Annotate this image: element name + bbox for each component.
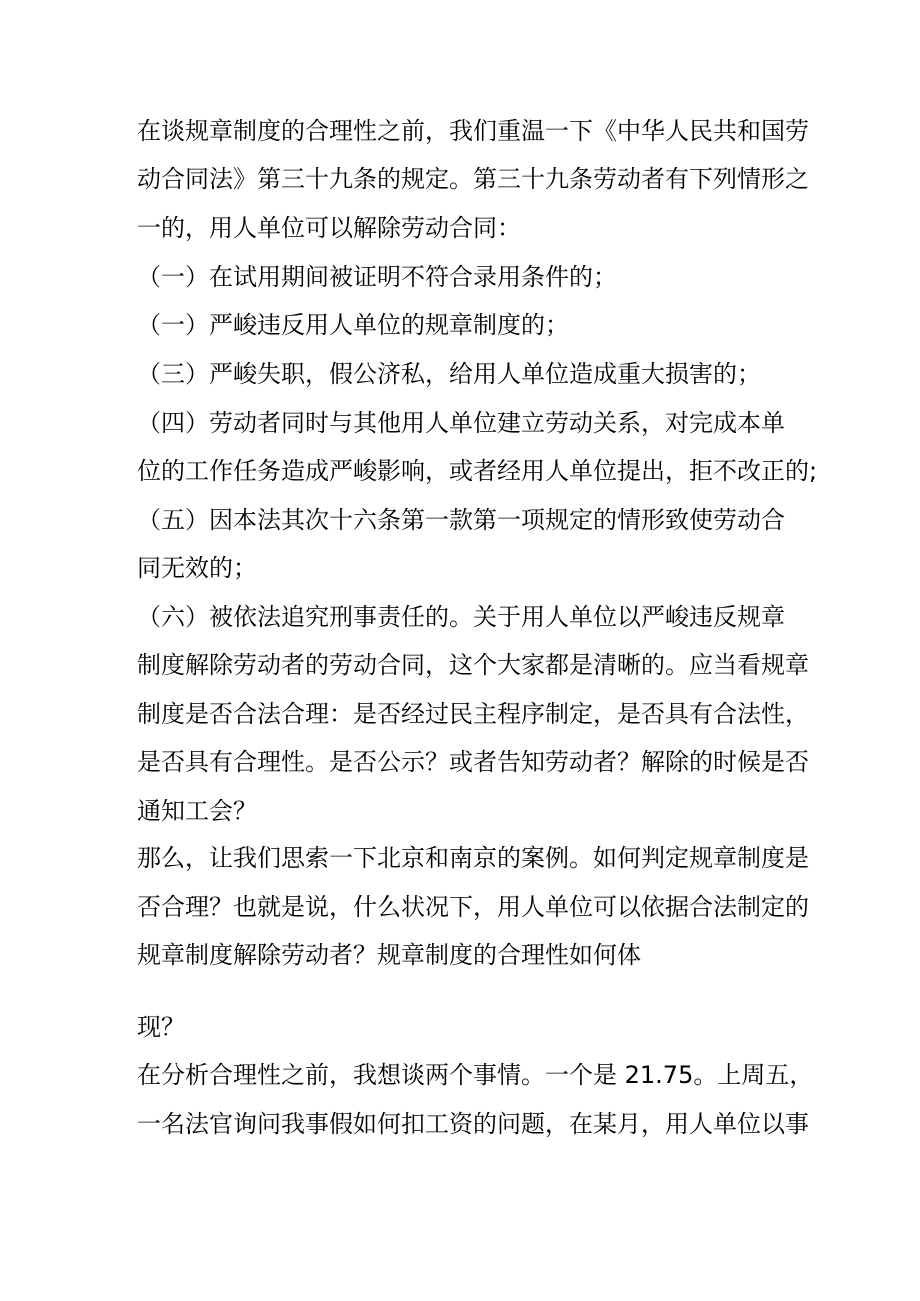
paragraph-line: 现？	[137, 1013, 185, 1041]
list-item-3: （三）严峻失职，假公济私，给用人单位造成重大损害的；	[137, 360, 761, 388]
list-item-4-continued: 位的工作任务造成严峻影响，或者经用人单位提出，拒不改正的;	[137, 457, 818, 485]
list-item-6: （六）被依法追究刑事责任的。关于用人单位以严峻违反规章	[137, 603, 785, 631]
paragraph-line: 通知工会？	[137, 797, 257, 825]
paragraph-line: 制度是否合法合理：是否经过民主程序制定，是否具有合法性，	[137, 700, 809, 728]
list-item-5: （五）因本法其次十六条第一款第一项规定的情形致使劳动合	[137, 506, 785, 534]
paragraph-line: 是否具有合理性。是否公示？或者告知劳动者？解除的时候是否	[137, 748, 809, 776]
paragraph-line: 一的，用人单位可以解除劳动合同：	[137, 214, 521, 242]
list-item-4: （四）劳动者同时与其他用人单位建立劳动关系，对完成本单	[137, 409, 785, 437]
paragraph-line: 一名法官询问我事假如何扣工资的问题，在某月，用人单位以事	[137, 1110, 809, 1138]
paragraph-line: 动合同法》第三十九条的规定。第三十九条劳动者有下列情形之	[137, 165, 809, 193]
paragraph-line: 否合理？也就是说，什么状况下，用人单位可以依据合法制定的	[137, 893, 809, 921]
list-item-1: （一）在试用期间被证明不符合录用条件的；	[137, 263, 617, 291]
paragraph-line: 在谈规章制度的合理性之前，我们重温一下《中华人民共和国劳	[137, 117, 809, 145]
list-item-5-continued: 同无效的；	[137, 554, 257, 582]
paragraph-line: 那么，让我们思索一下北京和南京的案例。如何判定规章制度是	[137, 844, 809, 872]
paragraph-line: 规章制度解除劳动者？规章制度的合理性如何体	[137, 941, 641, 969]
paragraph-line: 在分析合理性之前，我想谈两个事情。一个是 21.75。上周五，	[137, 1061, 814, 1089]
list-item-2: （一）严峻违反用人单位的规章制度的；	[137, 311, 569, 339]
paragraph-line: 制度解除劳动者的劳动合同，这个大家都是清晰的。应当看规章	[137, 651, 809, 679]
